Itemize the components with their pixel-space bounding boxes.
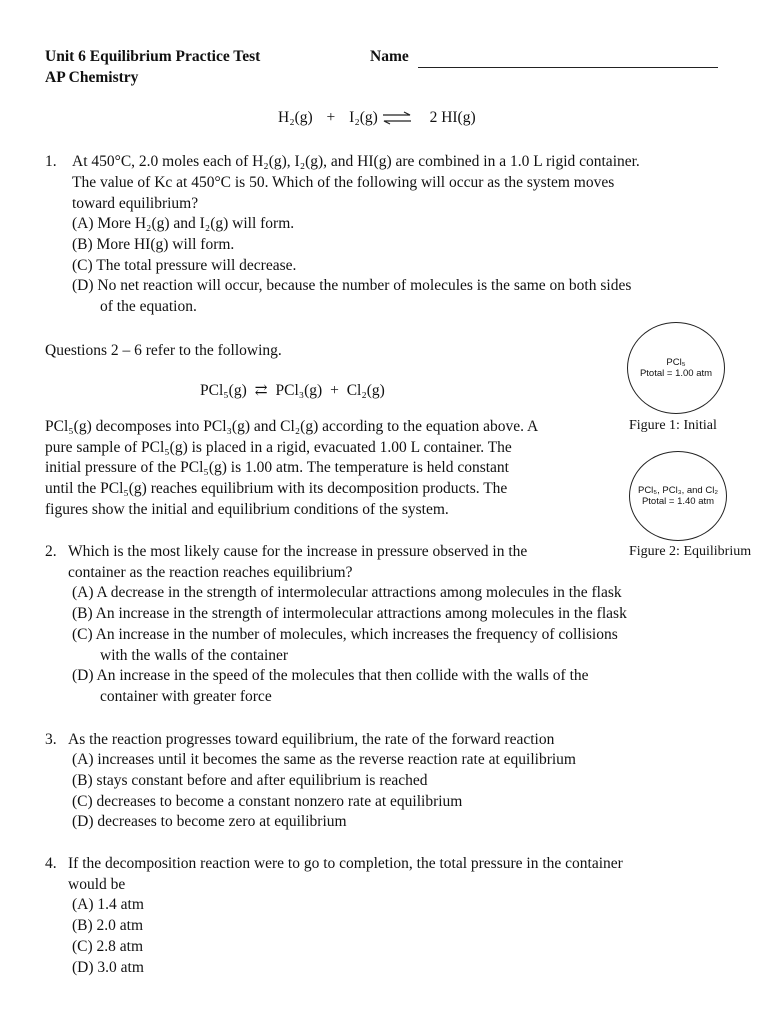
test-title: Unit 6 Equilibrium Practice Test bbox=[45, 48, 261, 65]
equation-product: 2 HI(g) bbox=[429, 109, 476, 126]
question-stem-line: Which is the most likely cause for the increase in pressure observed in the bbox=[68, 543, 528, 560]
answer-choice-d[interactable]: (D) 3.0 atm bbox=[72, 959, 144, 976]
equation-plus: + bbox=[326, 109, 336, 126]
figure-2-caption: Figure 2: Equilibrium bbox=[629, 544, 752, 559]
intro-paragraph-line: initial pressure of the PCl₅(g) is 1.00 atm. The temperature is held constant bbox=[45, 459, 509, 476]
answer-choice-d[interactable]: (D) An increase in the speed of the molecules that then collide with the walls of the bbox=[72, 667, 589, 684]
answer-choice-c[interactable]: (C) An increase in the number of molecules, which increases the frequency of collisions bbox=[72, 626, 618, 643]
answer-choice-a[interactable]: (A) increases until it becomes the same as the reverse reaction rate at equilibrium bbox=[72, 751, 576, 768]
answer-choice-d[interactable]: (D) decreases to become zero at equilibrium bbox=[72, 813, 347, 830]
question-number: 3. bbox=[45, 731, 57, 748]
figure-2-species: PCl₅, PCl₃, and Cl₂ bbox=[637, 485, 719, 496]
equation-reactant-1: H₂(g) bbox=[278, 109, 313, 126]
name-label: Name bbox=[370, 48, 409, 65]
answer-choice-b[interactable]: (B) stays constant before and after equilibrium is reached bbox=[72, 772, 428, 789]
question-stem-line: toward equilibrium? bbox=[72, 195, 199, 212]
course-name: AP Chemistry bbox=[45, 69, 139, 86]
figure-2-pressure: Ptotal = 1.40 atm bbox=[641, 496, 715, 507]
intro-paragraph-line: PCl₅(g) decomposes into PCl₃(g) and Cl₂(g) according to the equation above. A bbox=[45, 418, 539, 435]
intro-paragraph-line: figures show the initial and equilibrium conditions of the system. bbox=[45, 501, 449, 518]
question-number: 1. bbox=[45, 153, 57, 170]
intro-paragraph-line: until the PCl₅(g) reaches equilibrium with its decomposition products. The bbox=[45, 480, 508, 497]
answer-choice-d-continued: of the equation. bbox=[100, 298, 197, 315]
answer-choice-d[interactable]: (D) No net reaction will occur, because the number of molecules is the same on both sides bbox=[72, 277, 632, 294]
intro-paragraph-line: pure sample of PCl₅(g) is placed in a rigid, evacuated 1.00 L container. The bbox=[45, 439, 512, 456]
questions-intro-heading: Questions 2 – 6 refer to the following. bbox=[45, 342, 282, 359]
answer-choice-a[interactable]: (A) A decrease in the strength of intermolecular attractions among molecules in the flask bbox=[72, 584, 622, 601]
equilibrium-arrow-icon bbox=[382, 111, 412, 125]
answer-choice-c[interactable]: (C) The total pressure will decrease. bbox=[72, 257, 297, 274]
name-blank-line[interactable] bbox=[418, 67, 718, 68]
answer-choice-b[interactable]: (B) 2.0 atm bbox=[72, 917, 144, 934]
figure-1-species: PCl₅ bbox=[666, 357, 686, 368]
question-stem-line: would be bbox=[68, 876, 126, 893]
answer-choice-b[interactable]: (B) More HI(g) will form. bbox=[72, 236, 235, 253]
figure-1-pressure: Ptotal = 1.00 atm bbox=[639, 368, 713, 379]
answer-choice-a[interactable]: (A) 1.4 atm bbox=[72, 896, 144, 913]
figure-2-container-diagram bbox=[629, 451, 727, 541]
answer-choice-c[interactable]: (C) 2.8 atm bbox=[72, 938, 144, 955]
top-equation bbox=[278, 108, 476, 129]
answer-choice-a[interactable]: (A) More H₂(g) and I₂(g) will form. bbox=[72, 215, 295, 232]
question-stem-line: The value of Kc at 450°C is 50. Which of the following will occur as the system moves bbox=[72, 174, 615, 191]
answer-choice-c[interactable]: (C) decreases to become a constant nonzero rate at equilibrium bbox=[72, 793, 463, 810]
question-stem-line: At 450°C, 2.0 moles each of H₂(g), I₂(g), and HI(g) are combined in a 1.0 L rigid container. bbox=[72, 153, 640, 170]
answer-choice-b[interactable]: (B) An increase in the strength of intermolecular attractions among molecules in the flask bbox=[72, 605, 627, 622]
equation-reactant-2: I₂(g) bbox=[349, 109, 378, 126]
figure-1-container-diagram bbox=[627, 322, 725, 414]
question-number: 4. bbox=[45, 855, 57, 872]
answer-choice-c-continued: with the walls of the container bbox=[100, 647, 289, 664]
question-stem-line: As the reaction progresses toward equilibrium, the rate of the forward reaction bbox=[68, 731, 555, 748]
figure-1-caption: Figure 1: Initial bbox=[629, 418, 717, 433]
answer-choice-d-continued: container with greater force bbox=[100, 688, 272, 705]
question-number: 2. bbox=[45, 543, 57, 560]
pcl5-equation: PCl₅(g) ⇄ PCl₃(g) + Cl₂(g) bbox=[200, 382, 385, 399]
question-stem-line: container as the reaction reaches equilibrium? bbox=[68, 564, 353, 581]
question-stem-line: If the decomposition reaction were to go to completion, the total pressure in the container bbox=[68, 855, 623, 872]
